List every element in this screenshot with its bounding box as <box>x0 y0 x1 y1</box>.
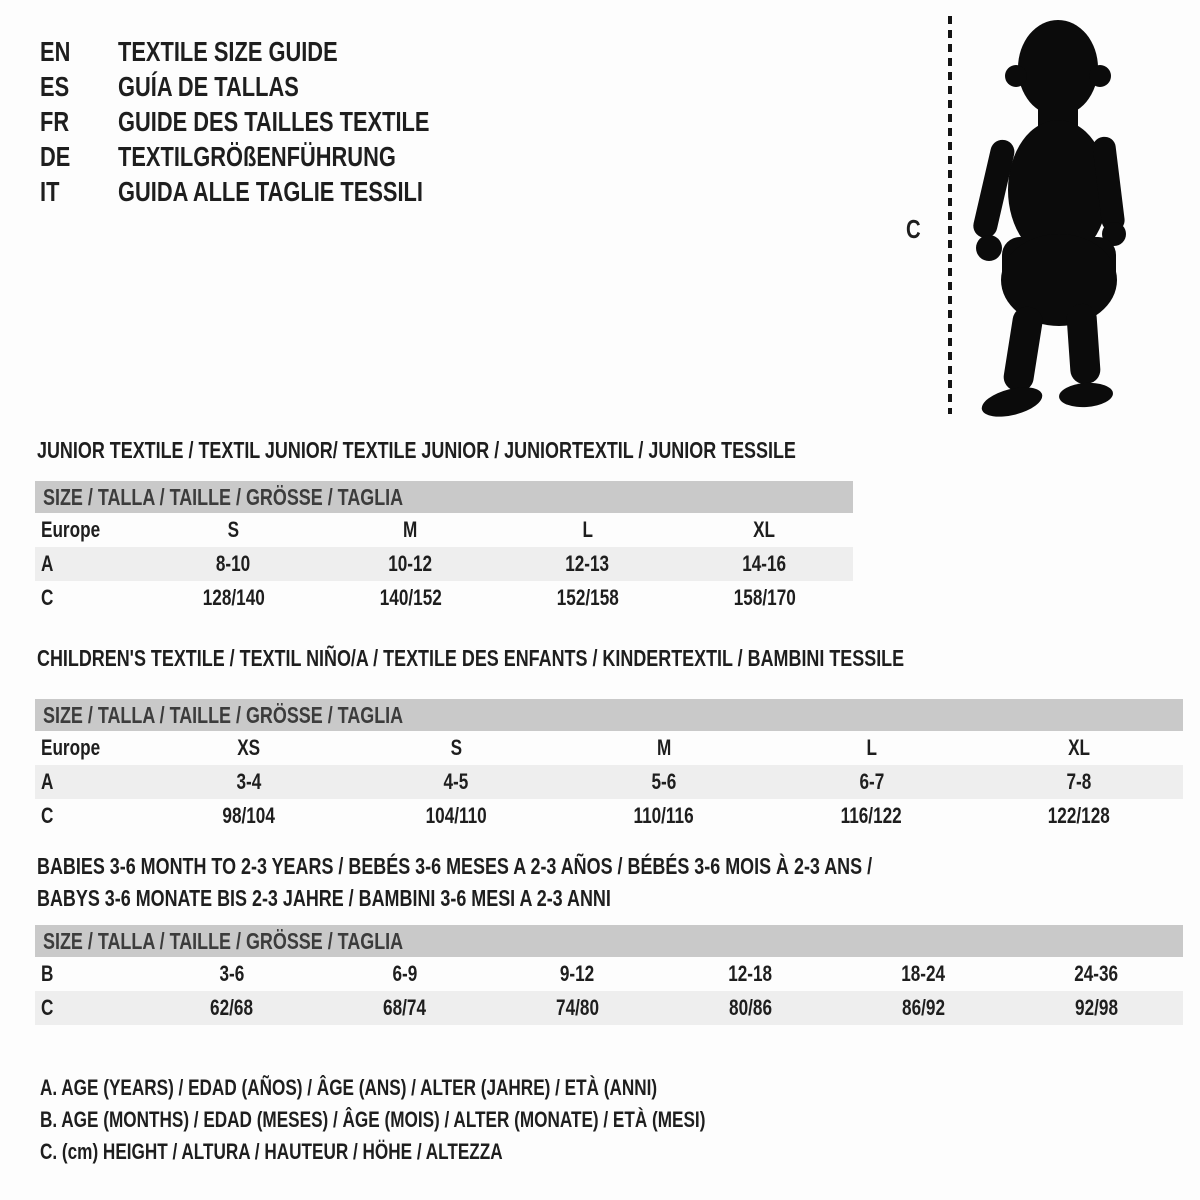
table-cell: 158/170 <box>733 585 796 610</box>
section-title-junior <box>37 434 1010 466</box>
table-cell: 92/98 <box>1075 995 1118 1020</box>
table-cell: 110/116 <box>633 803 695 828</box>
language-code: FR <box>40 106 70 137</box>
table-cell: 152/158 <box>556 585 619 610</box>
table-cell: 116/122 <box>841 803 903 828</box>
size-header-text: SIZE / TALLA / TAILLE / GRÖSSE / TAGLIA <box>43 701 404 728</box>
row-label: Europe <box>41 735 101 760</box>
language-list <box>40 34 517 209</box>
language-title: TEXTILE SIZE GUIDE <box>118 36 338 67</box>
table-cell: 3-4 <box>236 769 262 794</box>
row-label: C <box>41 803 54 828</box>
table-cell: 4-5 <box>443 769 469 794</box>
language-code: DE <box>40 141 71 172</box>
row-label: B <box>41 961 54 986</box>
table-row-height <box>35 581 853 615</box>
table-cell: XS <box>237 735 261 760</box>
height-measure-dashed-line <box>948 16 952 414</box>
section-title-text-line1: BABIES 3-6 MONTH TO 2-3 YEARS / BEBÉS 3-6 MESES A 2-3 AÑOS / BÉBÉS 3-6 MOIS À 2-3 ANS / <box>37 853 873 879</box>
table-row-months <box>35 957 1183 991</box>
row-label: C <box>41 995 54 1020</box>
language-row-en <box>40 34 517 69</box>
size-header-bar <box>35 925 1183 957</box>
table-cell: 6-9 <box>392 961 417 986</box>
language-row-de <box>40 139 517 174</box>
language-code: EN <box>40 36 71 67</box>
table-cell: S <box>450 735 463 760</box>
legend-line-c: C. (cm) HEIGHT / ALTURA / HAUTEUR / HÖHE / ALTEZZA <box>40 1139 503 1164</box>
section-title-text-line2: BABYS 3-6 MONATE BIS 2-3 JAHRE / BAMBINI 3-6 MESI A 2-3 ANNI <box>37 885 611 911</box>
table-row-height <box>35 991 1183 1025</box>
toddler-silhouette-icon <box>962 12 1144 418</box>
table-cell: 12-18 <box>728 961 773 986</box>
table-cell: 6-7 <box>859 769 884 794</box>
section-title-text: JUNIOR TEXTILE / TEXTIL JUNIOR/ TEXTILE JUNIOR / JUNIORTEXTIL / JUNIOR TESSILE <box>37 437 796 463</box>
size-header-bar <box>35 481 853 513</box>
table-cell: L <box>866 735 877 760</box>
language-row-es <box>40 69 517 104</box>
size-header-text: SIZE / TALLA / TAILLE / GRÖSSE / TAGLIA <box>43 483 404 510</box>
table-cell: 8-10 <box>216 551 251 576</box>
table-row-europe <box>35 513 853 547</box>
legend-line-b: B. AGE (MONTHS) / EDAD (MESES) / ÂGE (MOIS) / ALTER (MONATE) / ETÀ (MESI) <box>40 1107 706 1132</box>
table-cell: 74/80 <box>556 995 599 1020</box>
size-header-text: SIZE / TALLA / TAILLE / GRÖSSE / TAGLIA <box>43 927 404 954</box>
table-cell: 10-12 <box>388 551 433 576</box>
table-cell: L <box>582 517 593 542</box>
language-code: IT <box>40 176 60 207</box>
table-cell: XL <box>753 517 776 542</box>
legend-line-a: A. AGE (YEARS) / EDAD (AÑOS) / ÂGE (ANS) / ALTER (JAHRE) / ETÀ (ANNI) <box>40 1075 658 1100</box>
row-label: A <box>41 769 54 794</box>
section-title-text: CHILDREN'S TEXTILE / TEXTIL NIÑO/A / TEXTILE DES ENFANTS / KINDERTEXTIL / BAMBINI TESSILE <box>37 645 905 671</box>
table-cell: 98/104 <box>222 803 276 828</box>
language-title: GUIDA ALLE TAGLIE TESSILI <box>118 176 423 207</box>
table-cell: 140/152 <box>379 585 442 610</box>
table-cell: 7-8 <box>1066 769 1092 794</box>
table-cell: 9-12 <box>560 961 595 986</box>
measurement-legend <box>40 1072 893 1168</box>
table-cell: 104/110 <box>425 803 487 828</box>
table-cell: 122/128 <box>1048 803 1111 828</box>
table-cell: M <box>403 517 418 542</box>
language-row-fr <box>40 104 517 139</box>
babies-size-table <box>35 925 1183 1025</box>
table-cell: S <box>227 517 240 542</box>
section-title-babies <box>37 850 1108 914</box>
table-row-age <box>35 765 1183 799</box>
language-title: GUIDE DES TAILLES TEXTILE <box>118 106 430 137</box>
table-row-age <box>35 547 853 581</box>
table-cell: 128/140 <box>202 585 265 610</box>
language-row-it <box>40 174 517 209</box>
table-cell: 14-16 <box>742 551 787 576</box>
row-label: A <box>41 551 54 576</box>
table-cell: 24-36 <box>1074 961 1119 986</box>
table-cell: 80/86 <box>729 995 772 1020</box>
table-cell: 12-13 <box>565 551 610 576</box>
table-cell: 62/68 <box>210 995 253 1020</box>
table-row-height <box>35 799 1183 833</box>
size-header-bar <box>35 699 1183 731</box>
language-title: GUÍA DE TALLAS <box>118 71 299 102</box>
table-cell: 68/74 <box>383 995 426 1020</box>
row-label: Europe <box>41 517 101 542</box>
table-row-europe <box>35 731 1183 765</box>
table-cell: 18-24 <box>901 961 946 986</box>
children-size-table <box>35 699 1183 833</box>
table-cell: 3-6 <box>219 961 244 986</box>
table-cell: 5-6 <box>651 769 677 794</box>
table-cell: M <box>656 735 672 760</box>
junior-size-table <box>35 481 853 615</box>
height-label-c: C <box>906 214 921 244</box>
language-title: TEXTILGRÖßENFÜHRUNG <box>118 141 396 172</box>
section-title-children <box>37 642 1149 674</box>
table-cell: 86/92 <box>902 995 945 1020</box>
row-label: C <box>41 585 54 610</box>
table-cell: XL <box>1068 735 1091 760</box>
language-code: ES <box>40 71 70 102</box>
